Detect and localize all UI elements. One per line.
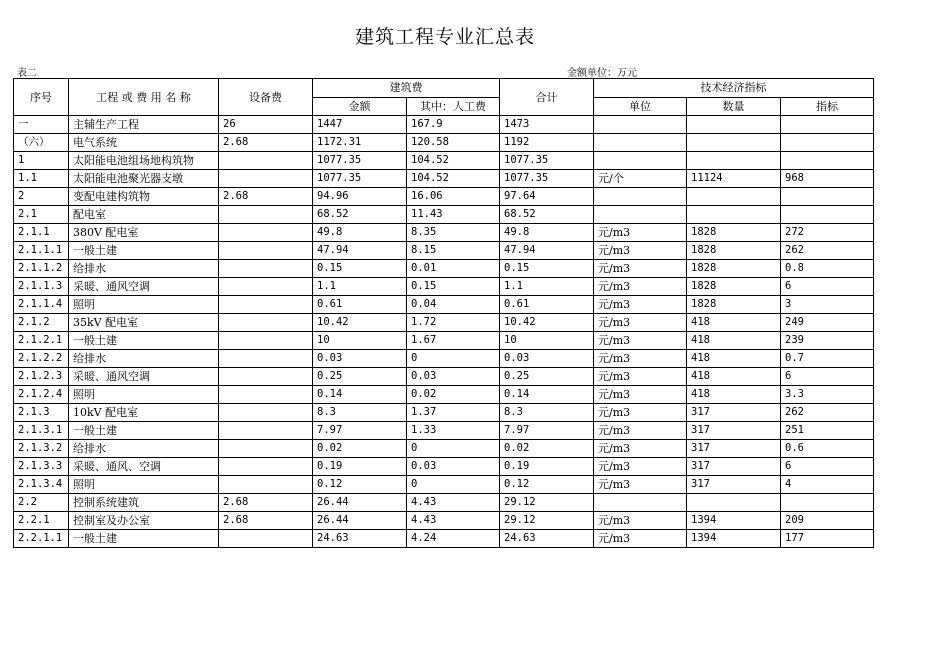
cell-total: 47.94 xyxy=(500,242,594,260)
cell-labor: 1.37 xyxy=(407,404,500,422)
cell-seq: 2 xyxy=(14,188,69,206)
cell-amount: 8.3 xyxy=(313,404,407,422)
cell-amount: 24.63 xyxy=(313,530,407,548)
cell-equipment xyxy=(219,422,313,440)
cell-name: 采暖、通风、空调 xyxy=(69,458,219,476)
cell-total: 0.25 xyxy=(500,368,594,386)
cell-equipment xyxy=(219,170,313,188)
cell-equipment xyxy=(219,386,313,404)
cell-labor: 4.24 xyxy=(407,530,500,548)
cell-unit xyxy=(594,206,687,224)
cell-index xyxy=(781,116,874,134)
cell-unit: 元/m3 xyxy=(594,314,687,332)
cell-name: 电气系统 xyxy=(69,134,219,152)
cell-quantity: 317 xyxy=(687,440,781,458)
cell-quantity xyxy=(687,116,781,134)
table-row xyxy=(14,152,874,170)
cell-total: 0.19 xyxy=(500,458,594,476)
table-row xyxy=(14,350,874,368)
cell-name: 变配电建构筑物 xyxy=(69,188,219,206)
cell-name: 给排水 xyxy=(69,440,219,458)
cell-name: 控制系统建筑 xyxy=(69,494,219,512)
cell-seq: 1.1 xyxy=(14,170,69,188)
cell-labor: 1.33 xyxy=(407,422,500,440)
cell-equipment xyxy=(219,530,313,548)
cell-amount: 0.02 xyxy=(313,440,407,458)
cell-amount: 47.94 xyxy=(313,242,407,260)
cell-total: 0.14 xyxy=(500,386,594,404)
table-row xyxy=(14,170,874,188)
cell-name: 一般土建 xyxy=(69,332,219,350)
header-construction: 建筑费 xyxy=(313,79,500,98)
cell-unit: 元/m3 xyxy=(594,242,687,260)
cell-equipment xyxy=(219,296,313,314)
cell-index: 262 xyxy=(781,404,874,422)
cell-index: 272 xyxy=(781,224,874,242)
cell-labor: 104.52 xyxy=(407,170,500,188)
cell-amount: 68.52 xyxy=(313,206,407,224)
cell-unit: 元/m3 xyxy=(594,422,687,440)
cell-equipment xyxy=(219,476,313,494)
cell-unit xyxy=(594,188,687,206)
table-number: 表二 xyxy=(17,68,37,79)
table-row xyxy=(14,242,874,260)
cell-name: 一般土建 xyxy=(69,422,219,440)
cell-labor: 0.03 xyxy=(407,368,500,386)
cell-quantity: 1828 xyxy=(687,260,781,278)
cell-unit: 元/个 xyxy=(594,170,687,188)
cell-index: 3.3 xyxy=(781,386,874,404)
cell-quantity xyxy=(687,134,781,152)
cell-unit xyxy=(594,134,687,152)
cell-name: 控制室及办公室 xyxy=(69,512,219,530)
table-row xyxy=(14,494,874,512)
cell-quantity: 1828 xyxy=(687,278,781,296)
cell-name: 配电室 xyxy=(69,206,219,224)
cell-equipment xyxy=(219,224,313,242)
cell-quantity xyxy=(687,152,781,170)
cell-labor: 8.35 xyxy=(407,224,500,242)
cell-quantity xyxy=(687,206,781,224)
cell-quantity xyxy=(687,188,781,206)
cell-index: 251 xyxy=(781,422,874,440)
cell-labor: 8.15 xyxy=(407,242,500,260)
cell-seq: 2.1.1.1 xyxy=(14,242,69,260)
cell-unit: 元/m3 xyxy=(594,368,687,386)
cell-seq: （六） xyxy=(14,134,69,152)
header-labor: 其中：人工费 xyxy=(407,97,500,116)
cell-total: 1192 xyxy=(500,134,594,152)
cell-name: 380V 配电室 xyxy=(69,224,219,242)
cell-total: 0.61 xyxy=(500,296,594,314)
cell-total: 0.12 xyxy=(500,476,594,494)
cell-unit: 元/m3 xyxy=(594,278,687,296)
cell-amount: 1447 xyxy=(313,116,407,134)
cell-total: 29.12 xyxy=(500,512,594,530)
cell-amount: 0.61 xyxy=(313,296,407,314)
cell-seq: 2.1.3.2 xyxy=(14,440,69,458)
cell-equipment xyxy=(219,278,313,296)
table-row xyxy=(14,386,874,404)
cell-equipment xyxy=(219,260,313,278)
header-seq: 序号 xyxy=(14,79,69,116)
cell-total: 1077.35 xyxy=(500,170,594,188)
cell-total: 1.1 xyxy=(500,278,594,296)
cell-unit: 元/m3 xyxy=(594,530,687,548)
cell-equipment xyxy=(219,206,313,224)
cell-unit: 元/m3 xyxy=(594,404,687,422)
header-equipment: 设备费 xyxy=(219,79,313,116)
header-unit: 单位 xyxy=(594,97,687,116)
header-index: 指标 xyxy=(781,97,874,116)
cell-labor: 104.52 xyxy=(407,152,500,170)
cell-amount: 1.1 xyxy=(313,278,407,296)
cell-equipment xyxy=(219,404,313,422)
page-title: 建筑工程专业汇总表 xyxy=(354,26,535,48)
table-row xyxy=(14,404,874,422)
cell-unit: 元/m3 xyxy=(594,224,687,242)
cell-seq: 1 xyxy=(14,152,69,170)
cell-amount: 1172.31 xyxy=(313,134,407,152)
table-row xyxy=(14,296,874,314)
cell-quantity: 418 xyxy=(687,332,781,350)
cell-index: 0.6 xyxy=(781,440,874,458)
cell-labor: 1.67 xyxy=(407,332,500,350)
cell-equipment xyxy=(219,458,313,476)
cell-quantity: 11124 xyxy=(687,170,781,188)
cell-equipment: 2.68 xyxy=(219,188,313,206)
cell-labor: 0 xyxy=(407,476,500,494)
cell-quantity: 418 xyxy=(687,368,781,386)
table-row xyxy=(14,260,874,278)
cell-seq: 2.1.1.2 xyxy=(14,260,69,278)
table-row xyxy=(14,278,874,296)
cell-total: 1473 xyxy=(500,116,594,134)
cell-amount: 0.15 xyxy=(313,260,407,278)
cell-quantity: 317 xyxy=(687,404,781,422)
cell-index: 239 xyxy=(781,332,874,350)
currency-unit-note: 金额单位：万元 xyxy=(567,68,637,79)
cell-labor: 0.15 xyxy=(407,278,500,296)
cell-amount: 0.25 xyxy=(313,368,407,386)
cell-amount: 0.19 xyxy=(313,458,407,476)
cell-amount: 0.12 xyxy=(313,476,407,494)
cell-quantity: 418 xyxy=(687,314,781,332)
cell-unit xyxy=(594,116,687,134)
cell-amount: 10 xyxy=(313,332,407,350)
cell-quantity: 418 xyxy=(687,386,781,404)
cell-total: 68.52 xyxy=(500,206,594,224)
cell-unit xyxy=(594,494,687,512)
cell-unit: 元/m3 xyxy=(594,260,687,278)
cell-index xyxy=(781,134,874,152)
cell-name: 照明 xyxy=(69,476,219,494)
cell-total: 10 xyxy=(500,332,594,350)
cell-unit: 元/m3 xyxy=(594,440,687,458)
table-row xyxy=(14,188,874,206)
summary-table xyxy=(13,78,874,548)
cell-seq: 一 xyxy=(14,116,69,134)
cell-total: 24.63 xyxy=(500,530,594,548)
table-row xyxy=(14,116,874,134)
cell-index: 0.8 xyxy=(781,260,874,278)
table-row xyxy=(14,458,874,476)
cell-labor: 0.03 xyxy=(407,458,500,476)
table-row xyxy=(14,476,874,494)
cell-unit: 元/m3 xyxy=(594,386,687,404)
cell-amount: 26.44 xyxy=(313,512,407,530)
cell-total: 7.97 xyxy=(500,422,594,440)
cell-total: 0.15 xyxy=(500,260,594,278)
cell-quantity: 317 xyxy=(687,422,781,440)
header-total: 合计 xyxy=(500,79,594,116)
cell-equipment xyxy=(219,332,313,350)
cell-equipment xyxy=(219,152,313,170)
cell-name: 给排水 xyxy=(69,260,219,278)
cell-quantity: 1394 xyxy=(687,512,781,530)
cell-name: 35kV 配电室 xyxy=(69,314,219,332)
table-body xyxy=(14,116,874,548)
cell-unit: 元/m3 xyxy=(594,296,687,314)
cell-total: 1077.35 xyxy=(500,152,594,170)
cell-name: 照明 xyxy=(69,296,219,314)
cell-amount: 94.96 xyxy=(313,188,407,206)
cell-index: 4 xyxy=(781,476,874,494)
cell-equipment: 2.68 xyxy=(219,494,313,512)
cell-equipment xyxy=(219,440,313,458)
cell-index xyxy=(781,152,874,170)
cell-total: 0.03 xyxy=(500,350,594,368)
cell-quantity: 1828 xyxy=(687,296,781,314)
cell-quantity: 1394 xyxy=(687,530,781,548)
cell-seq: 2.1.2.3 xyxy=(14,368,69,386)
cell-amount: 10.42 xyxy=(313,314,407,332)
cell-unit: 元/m3 xyxy=(594,332,687,350)
cell-quantity xyxy=(687,494,781,512)
cell-quantity: 317 xyxy=(687,458,781,476)
cell-labor: 0.04 xyxy=(407,296,500,314)
cell-seq: 2.1.3 xyxy=(14,404,69,422)
cell-amount: 26.44 xyxy=(313,494,407,512)
header-amount: 金额 xyxy=(313,97,407,116)
cell-unit: 元/m3 xyxy=(594,458,687,476)
cell-index: 0.7 xyxy=(781,350,874,368)
table-row xyxy=(14,512,874,530)
cell-index: 3 xyxy=(781,296,874,314)
cell-seq: 2.1.2.2 xyxy=(14,350,69,368)
table-row xyxy=(14,368,874,386)
table-row xyxy=(14,224,874,242)
cell-seq: 2.1.2.1 xyxy=(14,332,69,350)
cell-name: 照明 xyxy=(69,386,219,404)
cell-name: 采暖、通风空调 xyxy=(69,368,219,386)
cell-labor: 120.58 xyxy=(407,134,500,152)
cell-seq: 2.1.1.3 xyxy=(14,278,69,296)
cell-unit: 元/m3 xyxy=(594,512,687,530)
table-row xyxy=(14,206,874,224)
cell-seq: 2.1.2.4 xyxy=(14,386,69,404)
cell-index: 6 xyxy=(781,278,874,296)
cell-amount: 1077.35 xyxy=(313,170,407,188)
cell-equipment: 2.68 xyxy=(219,512,313,530)
table-row xyxy=(14,314,874,332)
cell-labor: 0.01 xyxy=(407,260,500,278)
cell-equipment xyxy=(219,314,313,332)
cell-seq: 2.2 xyxy=(14,494,69,512)
cell-name: 采暖、通风空调 xyxy=(69,278,219,296)
cell-labor: 11.43 xyxy=(407,206,500,224)
cell-name: 太阳能电池组场地构筑物 xyxy=(69,152,219,170)
cell-seq: 2.1.3.3 xyxy=(14,458,69,476)
table-row xyxy=(14,530,874,548)
cell-seq: 2.1.1 xyxy=(14,224,69,242)
cell-equipment: 2.68 xyxy=(219,134,313,152)
cell-seq: 2.2.1 xyxy=(14,512,69,530)
cell-labor: 167.9 xyxy=(407,116,500,134)
cell-unit: 元/m3 xyxy=(594,350,687,368)
cell-amount: 7.97 xyxy=(313,422,407,440)
cell-index: 262 xyxy=(781,242,874,260)
cell-amount: 1077.35 xyxy=(313,152,407,170)
cell-index xyxy=(781,494,874,512)
cell-index: 177 xyxy=(781,530,874,548)
cell-index: 209 xyxy=(781,512,874,530)
cell-quantity: 1828 xyxy=(687,224,781,242)
cell-name: 太阳能电池聚光器支墩 xyxy=(69,170,219,188)
cell-index: 249 xyxy=(781,314,874,332)
cell-index: 6 xyxy=(781,458,874,476)
cell-labor: 0.02 xyxy=(407,386,500,404)
cell-equipment xyxy=(219,368,313,386)
cell-labor: 16.06 xyxy=(407,188,500,206)
cell-seq: 2.1.3.1 xyxy=(14,422,69,440)
cell-index xyxy=(781,188,874,206)
cell-labor: 4.43 xyxy=(407,494,500,512)
cell-total: 10.42 xyxy=(500,314,594,332)
header-tech: 技术经济指标 xyxy=(594,79,874,98)
header-name: 工程 或 费 用 名 称 xyxy=(69,79,219,116)
cell-name: 主辅生产工程 xyxy=(69,116,219,134)
table-row xyxy=(14,134,874,152)
cell-equipment xyxy=(219,350,313,368)
cell-seq: 2.1.3.4 xyxy=(14,476,69,494)
cell-seq: 2.1 xyxy=(14,206,69,224)
cell-amount: 0.14 xyxy=(313,386,407,404)
cell-name: 给排水 xyxy=(69,350,219,368)
cell-labor: 0 xyxy=(407,350,500,368)
cell-index: 6 xyxy=(781,368,874,386)
cell-labor: 0 xyxy=(407,440,500,458)
cell-unit xyxy=(594,152,687,170)
table-row xyxy=(14,440,874,458)
cell-labor: 4.43 xyxy=(407,512,500,530)
cell-labor: 1.72 xyxy=(407,314,500,332)
cell-name: 10kV 配电室 xyxy=(69,404,219,422)
cell-total: 49.8 xyxy=(500,224,594,242)
cell-amount: 49.8 xyxy=(313,224,407,242)
cell-total: 29.12 xyxy=(500,494,594,512)
cell-quantity: 418 xyxy=(687,350,781,368)
cell-name: 一般土建 xyxy=(69,242,219,260)
cell-seq: 2.1.1.4 xyxy=(14,296,69,314)
cell-name: 一般土建 xyxy=(69,530,219,548)
cell-total: 0.02 xyxy=(500,440,594,458)
cell-seq: 2.2.1.1 xyxy=(14,530,69,548)
table-row xyxy=(14,422,874,440)
cell-equipment: 26 xyxy=(219,116,313,134)
cell-total: 97.64 xyxy=(500,188,594,206)
cell-quantity: 317 xyxy=(687,476,781,494)
cell-unit: 元/m3 xyxy=(594,476,687,494)
cell-seq: 2.1.2 xyxy=(14,314,69,332)
cell-index xyxy=(781,206,874,224)
header-quantity: 数量 xyxy=(687,97,781,116)
cell-index: 968 xyxy=(781,170,874,188)
cell-quantity: 1828 xyxy=(687,242,781,260)
cell-amount: 0.03 xyxy=(313,350,407,368)
cell-total: 8.3 xyxy=(500,404,594,422)
cell-equipment xyxy=(219,242,313,260)
table-row xyxy=(14,332,874,350)
